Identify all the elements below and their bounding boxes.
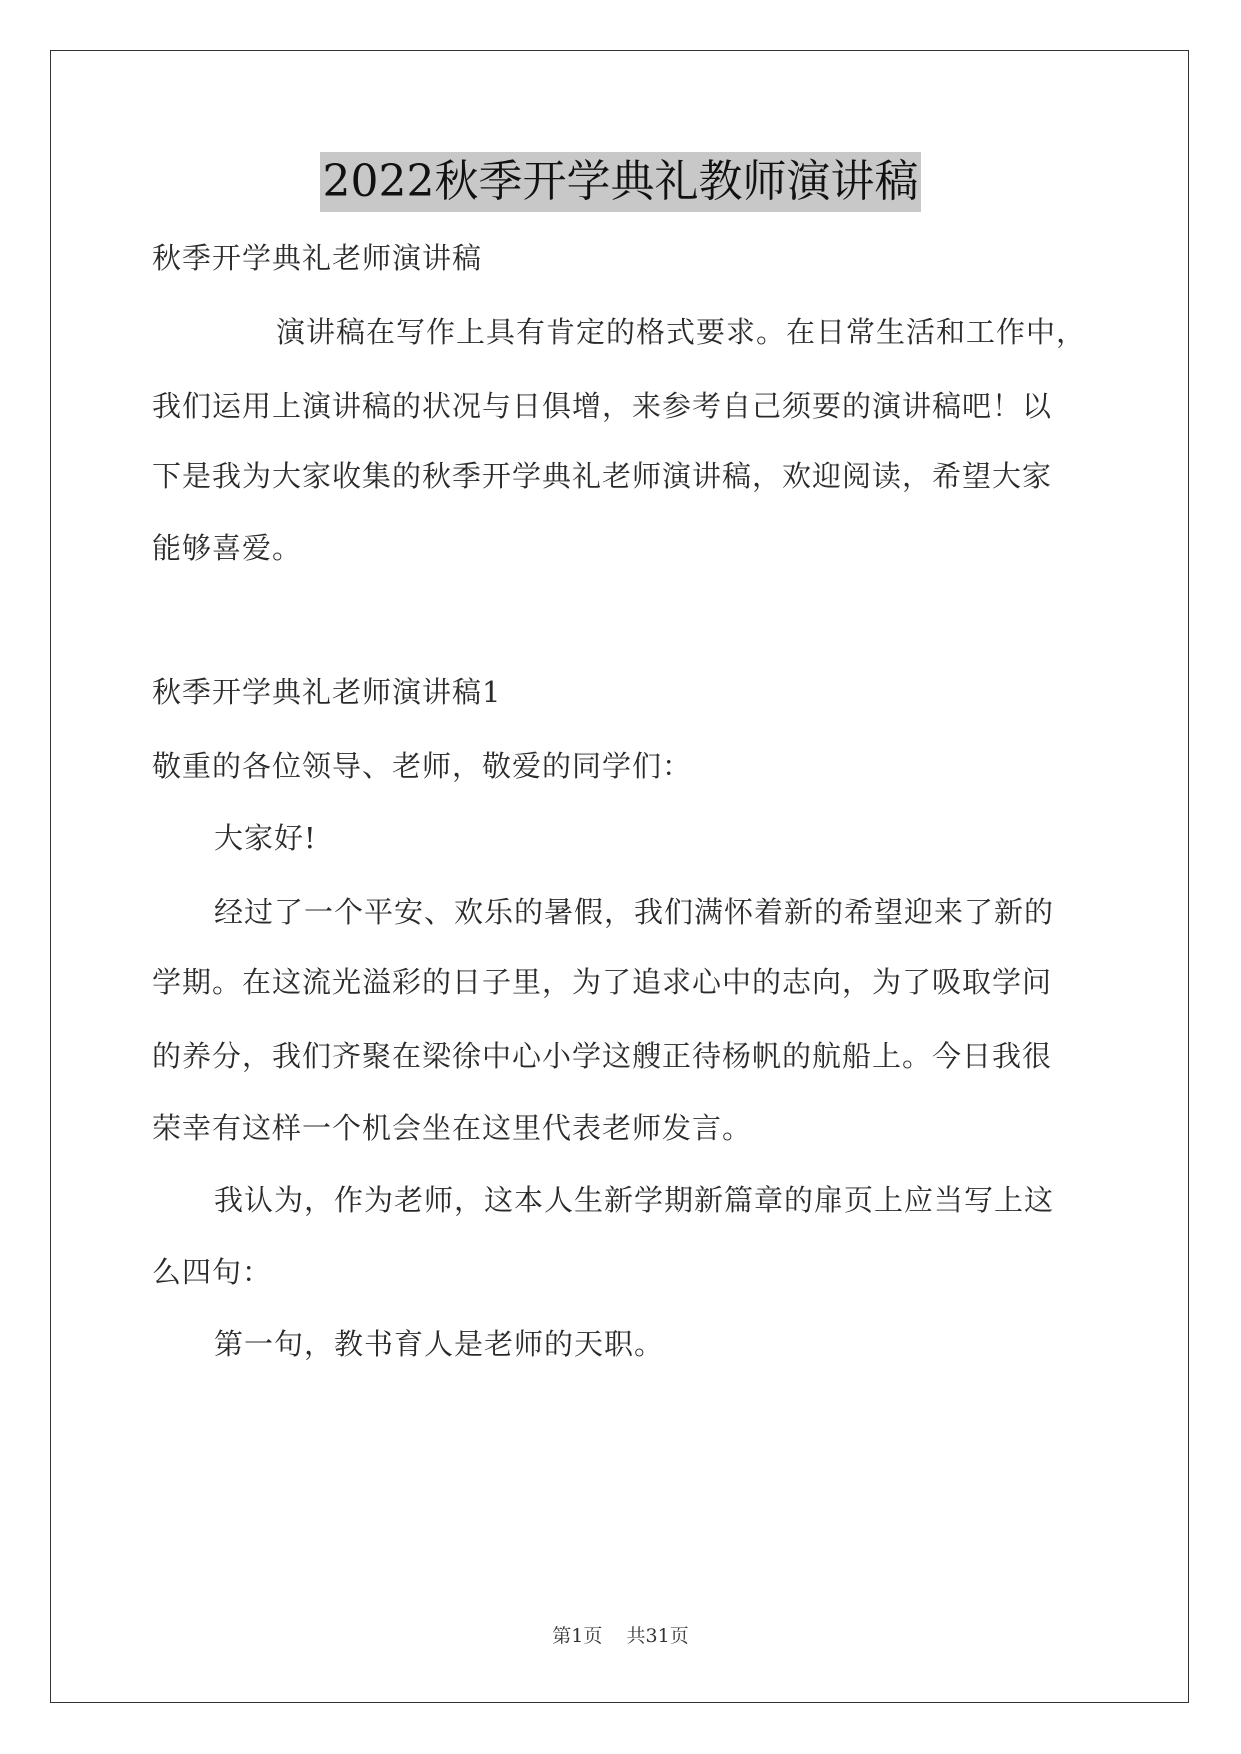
intro-line-4: 能够喜爱。 [152, 531, 303, 565]
intro-line-2: 我们运用上演讲稿的状况与日俱增，来参考自己须要的演讲稿吧！以 [152, 389, 1053, 423]
para1-line-1: 经过了一个平安、欢乐的暑假，我们满怀着新的希望迎来了新的 [214, 895, 1055, 929]
para2-line-2: 么四句： [152, 1255, 273, 1289]
footer-page-number: 第1页 [552, 1625, 603, 1647]
footer-spacer [602, 1625, 626, 1647]
page-footer [0, 1622, 1241, 1650]
page-border [50, 50, 1189, 1703]
intro-line-1: 演讲稿在写作上具有肯定的格式要求。在日常生活和工作中， [276, 315, 1087, 349]
salutation: 敬重的各位领导、老师，敬爱的同学们： [152, 749, 693, 783]
footer-page-total: 共31页 [626, 1625, 689, 1647]
greeting: 大家好! [214, 821, 317, 855]
para2-line-1: 我认为，作为老师，这本人生新学期新篇章的扉页上应当写上这 [214, 1183, 1055, 1217]
title-container [0, 152, 1241, 212]
document-subtitle: 秋季开学典礼老师演讲稿 [152, 241, 483, 275]
section-heading: 秋季开学典礼老师演讲稿1 [152, 675, 502, 709]
document-title: 2022秋季开学典礼教师演讲稿 [320, 152, 922, 212]
intro-line-3: 下是我为大家收集的秋季开学典礼老师演讲稿，欢迎阅读，希望大家 [152, 459, 1053, 493]
para3-line-1: 第一句，教书育人是老师的天职。 [214, 1327, 665, 1361]
para1-line-2: 学期。在这流光溢彩的日子里，为了追求心中的志向，为了吸取学问 [152, 965, 1053, 999]
para1-line-4: 荣幸有这样一个机会坐在这里代表老师发言。 [152, 1111, 753, 1145]
para1-line-3: 的养分，我们齐聚在梁徐中心小学这艘正待杨帆的航船上。今日我很 [152, 1039, 1053, 1073]
